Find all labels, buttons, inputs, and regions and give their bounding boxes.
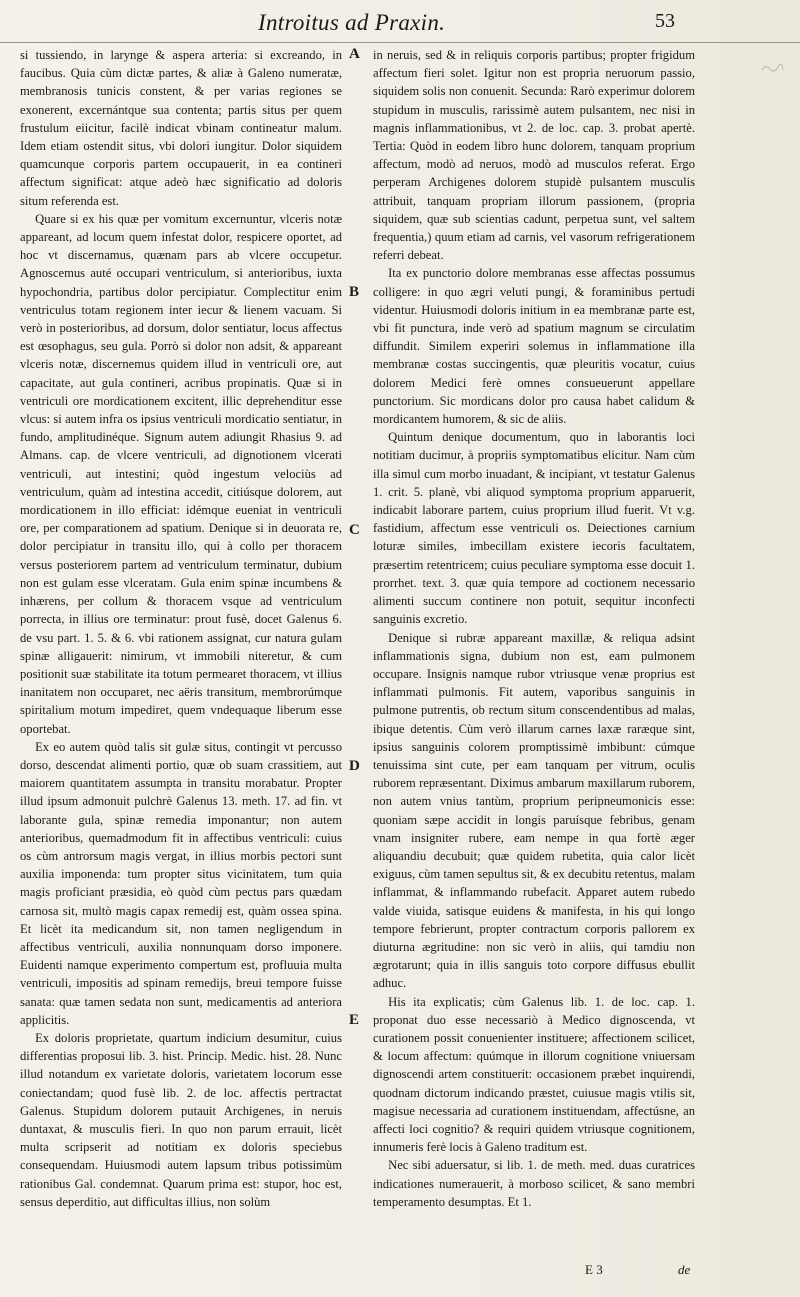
paragraph: Quintum denique documentum, quo in laborantis loci notitiam ducimur, à propriis symptomatibus elicitur. Nam cùm illa simul cum morbo inuadant, & incipiant, vt testatur Galenus 1. crit. 5. planè, vbi aliquod symptoma proprium apparuerit, indicabit laborare partem, cuius proprium illud fuerit. Vt v.g. fastidium, affectum esse ventriculi os. Deiectiones carnium loturæ similes, imbecillam existere iecoris facultatem, præsertim retentricem; cuius peculiare symptoma esse docuit 1. prorrhet. text. 3. quæ quia tempore ad coctionem necessario alimenti succum continere non potuit, sequitur inconfecti sanguinis excretio. xyxy=(373,430,695,627)
paragraph: in neruis, sed & in reliquis corporis partibus; propter frigidum affectum fieri solet. Igitur non est propria neruorum passio, siquidem solis non conuenit. Secunda: Rarò experimur dolorem stupidum in musculis, rarissimè autem pulsantem, nec nisi in magnis inflammationibus, vt 2. de loc. cap. 3. probat apertè. Tertia: Quòd in eodem libro hunc dolorem, tanquam proprium affectum, modò ad neruos, modò ad musculos referat. Ergo perperam Archigenes dolorem stupidè pulsantem musculis attribuit, tanquam propriam illorum passionem, (propria siquidem, quæ sub scientias cadunt, perpetua sunt, vel saltem frequentia,) quum etiam ad carnis, vel vasorum refrigerationem referri debeat. xyxy=(373,48,695,263)
page-number: 53 xyxy=(655,10,675,32)
signature-mark: E 3 xyxy=(585,1262,603,1277)
paragraph: Nec sibi aduersatur, si lib. 1. de meth. med. duas curatrices indicationes numerauerit, à morboso scilicet, & sano membri temperamento desumptas. Et 1. xyxy=(373,1158,695,1209)
paragraph: Ita ex punctorio dolore membranas esse affectas possumus colligere: in quo ægri veluti pungi, & foraminibus pertudi videntur. Huiusmodi doloris initium in ea membranæ parte est, vbi fit punctura, inde verò ad spatium magnum se circulatim diffundit. Similem experiri solemus in inflammatione illa membranæ costas succingentis, quæ pleuritis vocatur, cuius dolorem Medici ferè omnes consueuerunt appellare punctorium. Sic mordicans dolor pro causa habet calidum & mordicantem humorem, & sic de aliis. xyxy=(373,266,695,427)
paragraph: His ita explicatis; cùm Galenus lib. 1. de loc. cap. 1. proponat duo esse necessariò à Medico dignoscenda, vt curationem possit conuenienter instituere; affectionem scilicet, & locum affectum: quúmque in illorum cognitione vniuersam dignoscendi artem constituerit: occasionem præbet inquirendi, quodnam dictorum indicando præstet, cuiusue magis vtilis sit, magisue necessaria ad curationem instituendam, affectúsne, an affecti loci cognitio? & requiri quidem vtriusque cognitionem, innumeris ferè locis à Galeno traditum est. xyxy=(373,994,695,1155)
paragraph: Quare si ex his quæ per vomitum excernuntur, vlceris notæ appareant, ad locum quem infestat dolor, respicere oportet, ad hoc vt discernamus, quænam pars ab vlcere occupetur. Agnoscemus auté occupari ventriculum, si anterioribus, iuxta hypochondria, partibus dolor percipiatur. Complectitur enim ventriculus totam regionem inter iecur & lienem vacuam. Si verò in posterioribus, ad dorsum, dolor sentiatur, locus affectus est œsophagus, seu gula. Porrò si dolor non adsit, & appareant vlceris notæ, discernemus quidem illud in ventriculi ore, aut capacitate, aut gula contineri, acribus propinatis. Quæ si in ventriculi ore mordicationem excitent, illic deprehenditur esse vlcus: si autem infra os ipsius ventriculi mordicatio sentiatur, in fundo, amplitudinéque. Signum autem adiungit Rhasius 9. ad Almans. cap. de vlcere ventriculi, ad dignotionem vlcerati ventriculi, aut intestini; quòd ingestum velociùs ad ventriculum, quàm ad intestina accedit, citiúsque dolorem, aut mordicationem in illo efficiat: idémque eueniat in ventriculi ore, per comparationem ad spatium. Denique si in deuorata re, dolor percipiatur in transitu illo, qui à collo per thoracem versus posteriorem partem ad ventriculum terminatur, dubium non est gulam esse vlceratam. Gula enim spinæ incumbens & inhærens, per collum & thoracem vsque ad ventriculum porrecta, in illius ore terminatur: prout fusè, docet Galenus 6. de vsu part. 1. 5. & 6. vbi rationem assignat, cur natura gulam spinæ alligauerit: nimirum, vt immobili niteretur, & cum positionit suæ stabilitate ita totum permearet thoracem, vt illius inanitatem non occuparet, nec aëris transitum, membrorúmque spiritalium motum impediret, quem vndequaque liberum esse oportebat. xyxy=(20,211,342,736)
paragraph: Ex doloris proprietate, quartum indicium desumitur, cuius differentias proposui lib. 3. hist. Princip. Medic. hist. 28. Nunc illud notandum ex varietate doloris, varietatem locorum esse coniectandam; quod fusè lib. 2. de loc. affectis pertractat Galenus. Stupidum dolorem putauit Archigenes, in neruis duntaxat, & musculis fieri. In quo non parum errauit, licèt multa scripserit ad notitiam ex doloris speciebus consequendam. Huiusmodi autem lapsum tribus potissimùm rationibus Gal. condemnat. Quarum prima est: stupor, hoc est, sensus deperditio, aut difficultas illius, non solùm xyxy=(20,1030,342,1209)
margin-letter-e: E xyxy=(349,1012,360,1028)
margin-letter-d: D xyxy=(349,758,360,774)
paragraph: Denique si rubræ appareant maxillæ, & reliqua adsint inflammationis signa, dubium non est, eam pulmonem occupare. Insignis namque rubor vtriusque venæ proprius est inflammati pulmonis. Fit autem, vaporibus sanguinis in pulmone putrentis, ob rectum situm conscendentibus ad malas, ibique detentis. Cùm verò illarum carnes laxæ raræque sint, ipsius sanguinis colorem promptissimè imbibunt: cúmque tenuissima sint cute, per eam tanquam per vitrum, oculis ruborem repræsentant. Diximus ambarum maxillarum ruborem, non autem vnius tantùm, proprium peripneumonicis esse: quoniam sæpe accidit in longis paruísque febribus, genam vnam insigniter rubere, eam nempe in qua fortè æger aliquandiu decubuit; quæ quidem rubetita, quia calor licèt exiguus, cùm tamen sepultus sit, & ex decubitu retentus, malam inflammat, & inflammando rubefacit. Apparet autem rubedo valde viuida, satisque euidens & manifesta, in his qui longo tempore febrierunt, propter contractum corporis pallorem ex diuturna ægritudine: non sic verò in aliis, qui tamdiu non ægrotarunt; quia in illis sanguis toto corpore diffusus ebullit adhuc. xyxy=(373,630,695,991)
catchword: de xyxy=(678,1262,691,1277)
paragraph: Ex eo autem quòd talis sit gulæ situs, contingit vt percusso dorso, descendat alimenti portio, quæ ob suam crassitiem, aut maiorem quantitatem assumpta in transitu morabatur. Propter illud ipsum admonuit pulchrè Galenus 13. meth. 17. ad fin. vt laborante gula, spinæ remedia imponantur; non autem anterioribus, quemadmodum fit in affectibus ventriculi: cuius os cùm antrorsum magis vergat, in illius morbis pectori sunt auxilia imponenda: tum propter situs vicinitatem, tum quia magis proficiant præsidia, eò quòd cùm pectus pars quædam carnosa sit, multò magis capax remedij est, quàm ossea spina. Et licèt ita medicandum sit, non tamen negligendum in affectibus ventriculi, auxilia nonnunquam dorso imponere. Euidenti namque experimento compertum est, profluuia multa ventriculi, impositis ad spinam remedijs, breui tempore fuisse sanata: quæ tamen sedata non sunt, medicamentis ad anteriora applicitis. xyxy=(20,739,342,1027)
margin-letter-a: A xyxy=(349,46,360,62)
paragraph: si tussiendo, in larynge & aspera arteria: si excreando, in faucibus. Quia cùm dictæ partes, & aliæ à Galeno numeratæ, membranosis tunicis constent, & per varias regiones se exonerent, excernántque sua contenta; partis situs per quem frustulum eiicitur, facilè indicat vbinam contineatur malum. Idem etiam ostendit situs, vbi dolori iungitur. Dolor siquidem quamcunque corporis partem occupauerit, in ea contineri affectum significat: atque adeò hæc significatio ad doloris situm referenda est. xyxy=(20,48,342,208)
page-header xyxy=(0,0,800,43)
margin-letter-b: B xyxy=(349,284,360,300)
left-column xyxy=(20,46,342,1211)
running-title: Introitus ad Praxin. xyxy=(258,10,446,35)
right-column xyxy=(373,46,695,1211)
ink-stamp-mark xyxy=(760,62,784,74)
margin-letter-c: C xyxy=(349,522,360,538)
